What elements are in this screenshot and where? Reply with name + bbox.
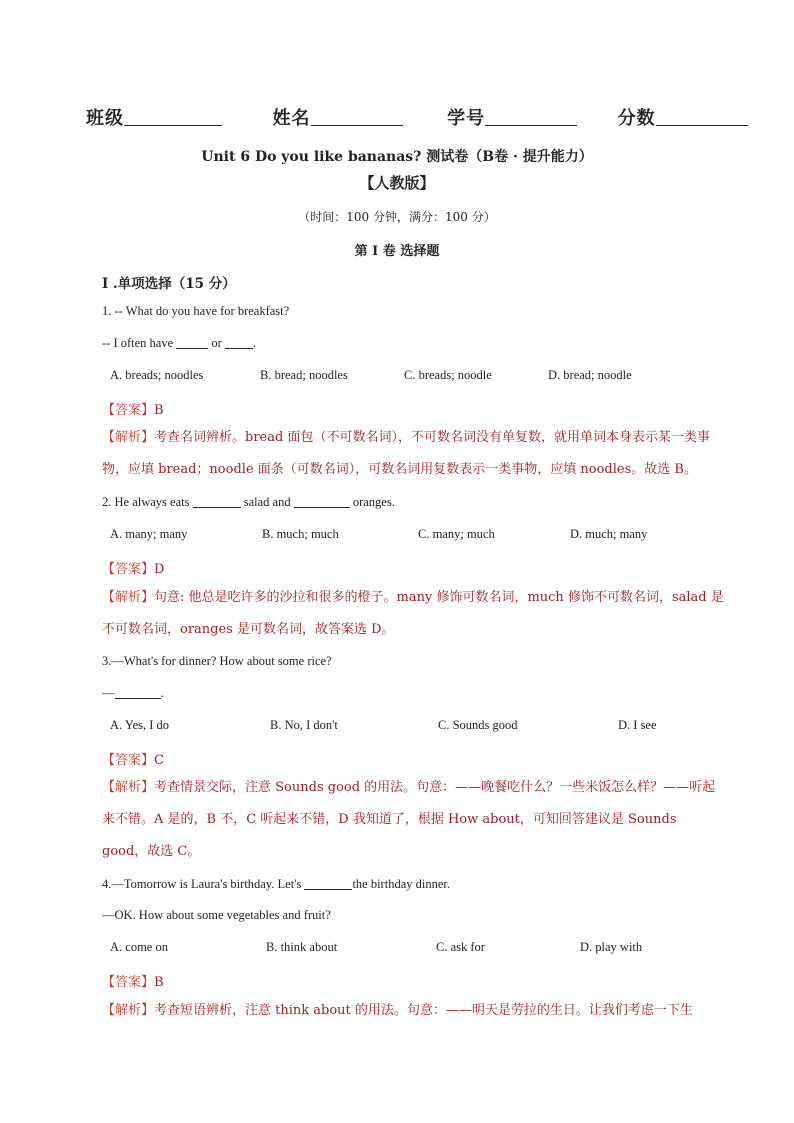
question-3-answer: 【答案】C: [102, 753, 164, 768]
question-1-option-b: B. bread; noodles: [260, 368, 348, 382]
blank: [115, 686, 161, 699]
question-1-answer: 【答案】B: [102, 403, 164, 418]
question-1-text: 1. -- What do you have for breakfast?: [102, 304, 290, 318]
student-info-header: [86, 104, 748, 130]
edition-label: 【人教版】: [359, 174, 435, 192]
question-2-option-c: C. many; much: [418, 527, 495, 541]
time-info: （时间：100 分钟，满分：100 分）: [298, 210, 496, 224]
class-blank: [124, 107, 222, 126]
question-4-text: 4.—Tomorrow is Laura's birthday. Let's the birthday dinner.: [102, 877, 450, 891]
question-4-option-c: C. ask for: [436, 940, 485, 954]
class-label: 班级: [86, 108, 124, 129]
question-4-answer: 【答案】B: [102, 975, 164, 990]
question-1-option-c: C. breads; noodle: [404, 368, 492, 382]
question-3-text: 3.—What's for dinner? How about some rice?: [102, 654, 332, 668]
score-label: 分数: [617, 108, 656, 129]
name-label: 姓名: [272, 108, 311, 129]
question-4-option-a: A. come on: [110, 940, 168, 954]
question-2-explanation: 【解析】句意: 他总是吃许多的沙拉和很多的橙子。many 修饰可数名词，much 修饰不可数名词，salad 是不可数名词，oranges 是可数名词，故答案选 D。: [102, 590, 724, 637]
name-blank: [311, 107, 403, 126]
question-1-option-a: A. breads; noodles: [110, 368, 204, 382]
question-2-text: 2. He always eats salad and oranges.: [102, 495, 395, 509]
id-label: 学号: [447, 108, 486, 129]
question-2-option-a: A. many; many: [110, 527, 188, 541]
question-4-line2: —OK. How about some vegetables and fruit?: [102, 908, 331, 922]
document-title: Unit 6 Do you like bananas? 测试卷（B卷 · 提升能力）: [201, 149, 593, 165]
question-4-option-b: B. think about: [266, 940, 338, 954]
question-3-option-c: C. Sounds good: [438, 718, 518, 732]
question-1-explanation: 【解析】考查名词辨析。bread 面包（不可数名词），不可数名词没有单复数，就用单词本身表示某一类事物，应填 bread；noodle 面条（可数名词），可数名词用复数表示一类事物，应填 noodles。故选 B。: [102, 430, 710, 477]
blank: [294, 495, 350, 508]
question-2-option-b: B. much; much: [262, 527, 339, 541]
blank: [193, 495, 241, 508]
question-1-line2: -- I often have or .: [102, 336, 257, 350]
question-1-option-d: D. bread; noodle: [548, 368, 632, 382]
score-blank: [656, 107, 748, 126]
question-3-option-b: B. No, I don't: [270, 718, 338, 732]
section-heading: I .单项选择（15 分）: [102, 276, 236, 292]
question-3-option-a: A. Yes, I do: [110, 718, 170, 732]
question-3-explanation: 【解析】考查情景交际，注意 Sounds good 的用法。句意：——晚餐吃什么？一些米饭怎么样？——听起来不错。A 是的，B 不，C 听起来不错，D 我知道了，根据 How about，可知回答建议是 Sounds good，故选 C。: [102, 780, 716, 859]
question-4-explanation: 【解析】考查短语辨析，注意 think about 的用法。句意：——明天是劳拉的生日。让我们考虑一下生: [102, 1003, 693, 1018]
question-3-line2: — .: [102, 686, 164, 700]
question-2-option-d: D. much; many: [570, 527, 648, 541]
volume-heading: 第 I 卷 选择题: [354, 244, 440, 259]
blank: [304, 877, 352, 890]
blank: [225, 336, 253, 349]
id-blank: [485, 107, 577, 126]
blank: [176, 336, 208, 349]
question-2-answer: 【答案】D: [102, 562, 165, 577]
question-3-option-d: D. I see: [618, 718, 657, 732]
question-4-option-d: D. play with: [580, 940, 643, 954]
